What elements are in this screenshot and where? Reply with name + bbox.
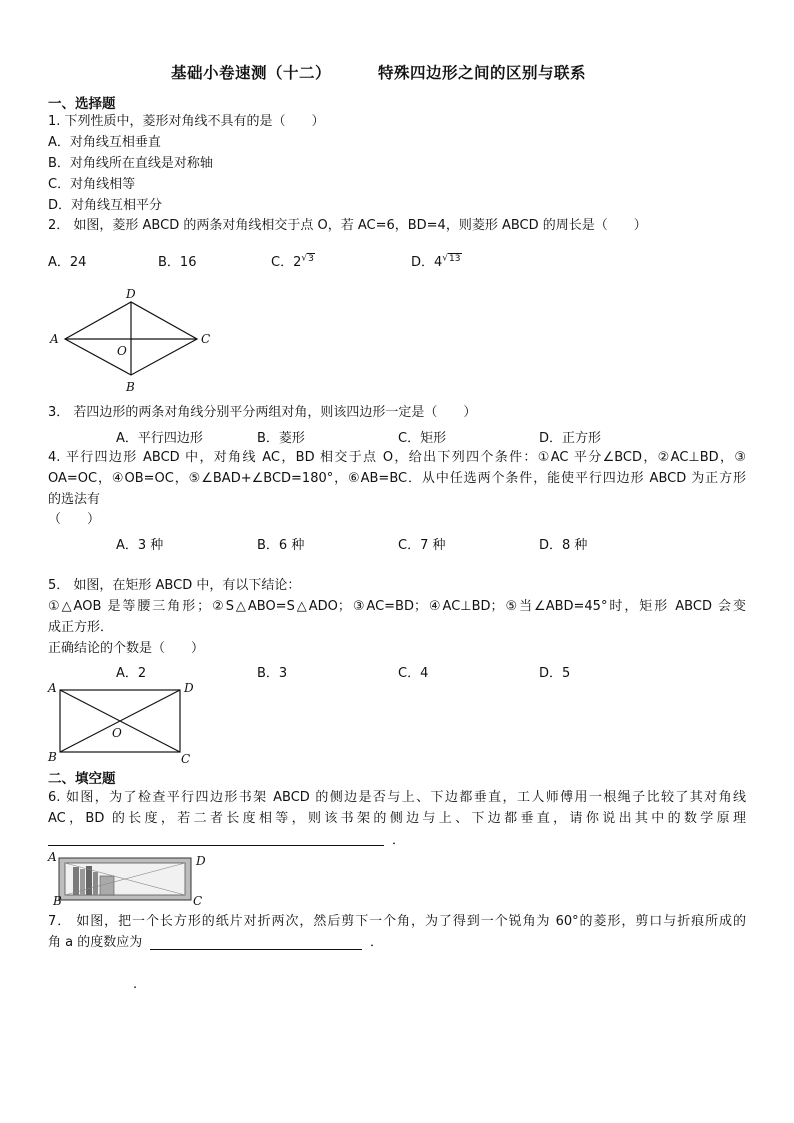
question-4-option-a: A．3 种 bbox=[116, 538, 164, 553]
question-5-line-4: 正确结论的个数是（ ） bbox=[48, 641, 205, 656]
question-3-option-d: D．正方形 bbox=[539, 431, 602, 446]
question-5-option-c: C．4 bbox=[398, 666, 429, 681]
question-6-line-1: 6. 如图，为了检查平行四边形书架 ABCD 的侧边是否与上、下边都垂直，工人师傅用一根绳子比较了其对角线 bbox=[48, 790, 746, 805]
sqrt-icon: √13 bbox=[442, 253, 461, 264]
question-2-option-d: D．$4^{√13}$ bbox=[411, 253, 461, 270]
vertex-label-b: B bbox=[126, 380, 135, 394]
question-2-option-a: A．24 bbox=[48, 255, 87, 270]
question-1-option-a: A．对角线互相垂直 bbox=[48, 135, 161, 150]
question-7-end-mark: ． bbox=[370, 935, 384, 950]
vertex-label-d: D bbox=[184, 681, 194, 695]
book-icon bbox=[73, 867, 79, 895]
vertex-label-o: O bbox=[117, 344, 127, 358]
vertex-label-d: D bbox=[196, 854, 206, 868]
question-4-line-4: （ ） bbox=[48, 512, 101, 527]
vertex-label-b: B bbox=[48, 750, 57, 764]
question-3-option-b: B．菱形 bbox=[257, 431, 305, 446]
vertex-label-o: O bbox=[112, 726, 122, 740]
question-3-option-a: A．平行四边形 bbox=[116, 431, 203, 446]
question-1-option-d: D．对角线互相平分 bbox=[48, 198, 163, 213]
question-4-line-2: OA=OC，④OB=OC，⑤∠BAD+∠BCD=180°，⑥AB=BC．从中任选两个条件，能使平行四边形 ABCD 为正方形 bbox=[48, 471, 746, 486]
sqrt-icon: √3 bbox=[301, 253, 314, 264]
question-4-line-1: 4. 平行四边形 ABCD 中，对角线 AC，BD 相交于点 O，给出下列四个条件：①AC 平分∠BCD，②AC⊥BD，③ bbox=[48, 450, 746, 465]
section-heading-fill-blank: 二、填空题 bbox=[48, 771, 116, 787]
question-6-answer-blank[interactable] bbox=[48, 845, 384, 846]
question-1-option-b: B．对角线所在直线是对称轴 bbox=[48, 156, 213, 171]
question-4-option-d: D．8 种 bbox=[539, 538, 588, 553]
question-5-option-b: B．3 bbox=[257, 666, 288, 681]
vertex-label-a: A bbox=[50, 332, 59, 346]
page-subtitle: 特殊四边形之间的区别与联系 bbox=[378, 64, 587, 82]
question-2-option-b: B．16 bbox=[158, 255, 197, 270]
section-heading-choice: 一、选择题 bbox=[48, 96, 116, 112]
vertex-label-a: A bbox=[48, 850, 57, 864]
vertex-label-c: C bbox=[201, 332, 211, 346]
question-5-option-d: D．5 bbox=[539, 666, 571, 681]
question-3-option-c: C．矩形 bbox=[398, 431, 447, 446]
question-7-answer-blank[interactable] bbox=[150, 949, 362, 950]
question-1-option-c: C．对角线相等 bbox=[48, 177, 136, 192]
question-2-option-c: C．$2^{√3}$ bbox=[271, 253, 314, 270]
bookshelf-figure bbox=[55, 854, 197, 904]
question-6-line-2: AC，BD 的长度，若二者长度相等，则该书架的侧边与上、下边都垂直，请你说出其中的数学原理 bbox=[48, 811, 746, 826]
question-7-line-1: 7． 如图，把一个长方形的纸片对折两次，然后剪下一个角，为了得到一个锐角为 60°的菱形，剪口与折痕所成的 bbox=[48, 914, 746, 929]
vertex-label-d: D bbox=[126, 287, 136, 301]
question-6-end-mark: ． bbox=[392, 833, 406, 848]
page-title: 基础小卷速测（十二） bbox=[171, 64, 332, 82]
question-4-line-3: 的选法有 bbox=[48, 492, 101, 507]
vertex-label-a: A bbox=[48, 681, 57, 695]
question-2-stem: 2． 如图，菱形 ABCD 的两条对角线相交于点 O，若 AC=6，BD=4，则菱形 ABCD 的周长是（ ） bbox=[48, 218, 647, 233]
question-4-option-b: B．6 种 bbox=[257, 538, 305, 553]
question-1-stem: 1. 下列性质中，菱形对角线不具有的是（ ） bbox=[48, 114, 325, 129]
question-5-line-1: 5． 如图，在矩形 ABCD 中，有以下结论： bbox=[48, 578, 301, 593]
vertex-label-b: B bbox=[53, 894, 62, 908]
box-icon bbox=[100, 876, 114, 895]
book-icon bbox=[86, 866, 92, 895]
question-5-option-a: A．2 bbox=[116, 666, 147, 681]
question-7-line-2: 角 a 的度数应为 bbox=[48, 935, 143, 950]
question-3-stem: 3． 若四边形的两条对角线分别平分两组对角，则该四边形一定是（ ） bbox=[48, 405, 477, 420]
question-5-line-3: 成正方形． bbox=[48, 620, 114, 635]
vertex-label-c: C bbox=[193, 894, 203, 908]
stray-dot: . bbox=[133, 977, 138, 992]
vertex-label-c: C bbox=[181, 752, 191, 766]
rectangle-figure bbox=[55, 685, 185, 757]
question-5-line-2: ①△AOB 是等腰三角形；②S△ABO=S△ADO；③AC=BD；④AC⊥BD；⑤当∠ABD=45°时，矩形 ABCD 会变 bbox=[48, 599, 746, 614]
book-icon bbox=[93, 872, 98, 895]
question-4-option-c: C．7 种 bbox=[398, 538, 446, 553]
